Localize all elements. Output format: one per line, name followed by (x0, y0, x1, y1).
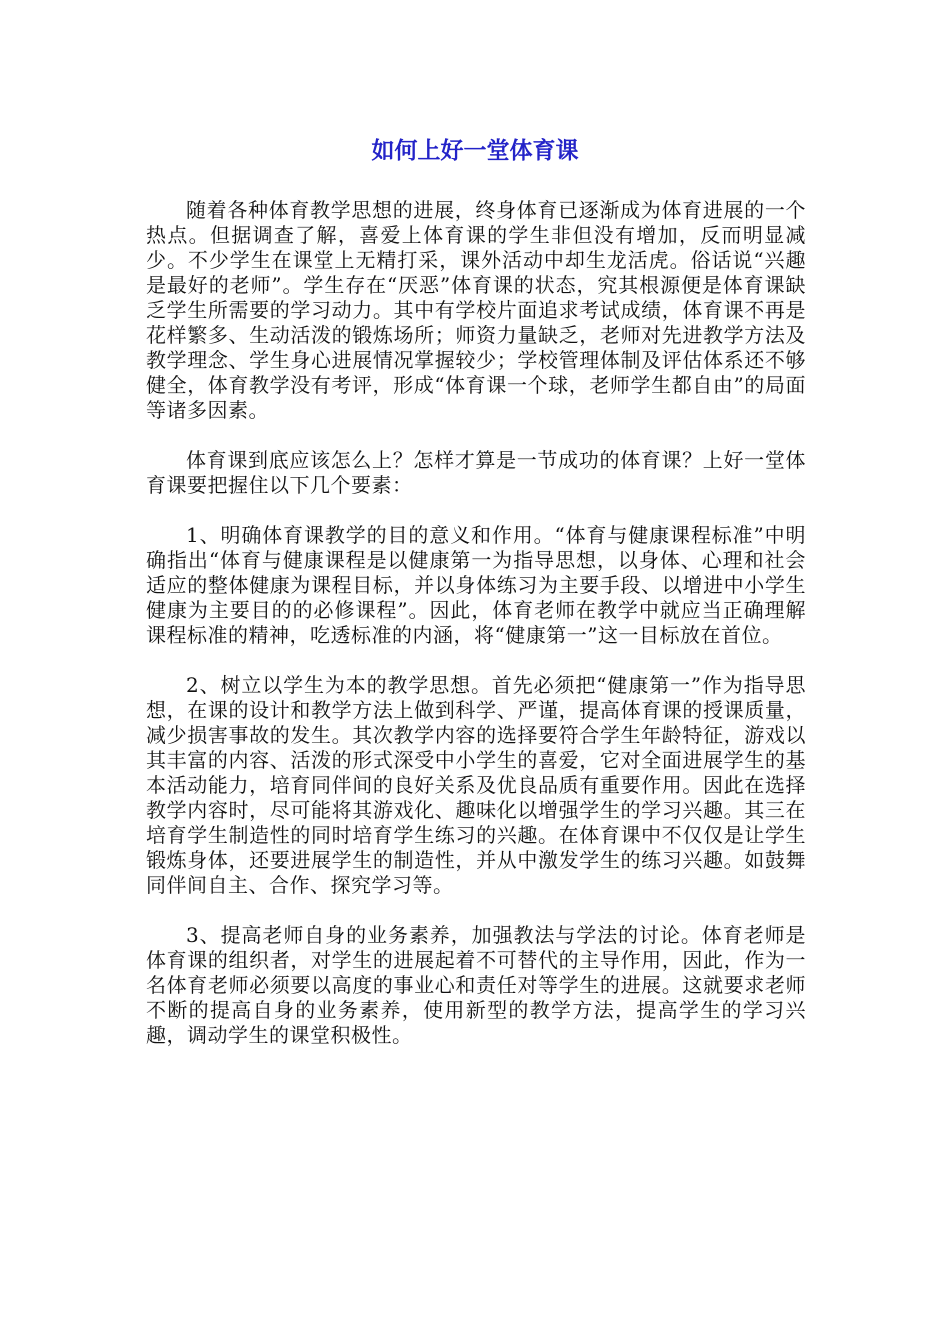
paragraph-point-2: 2、树立以学生为本的教学思想。首先必须把“健康第一”作为指导思想，在课的设计和教学方法上做到科学、严谨，提高体育课的授课质量，减少损害事故的发生。其次教学内容的选择要符合学生年龄特征，游戏以其丰富的内容、活泼的形式深受中小学生的喜爱，它对全面进展学生的基本活动能力，培育同伴间的良好关系及优良品质有重要作用。因此在选择教学内容时，尽可能将其游戏化、趣味化以增强学生的学习兴趣。其三在培育学生制造性的同时培育学生练习的兴趣。在体育课中不仅仅是让学生锻炼身体，还要进展学生的制造性，并从中激发学生的练习兴趣。如鼓舞同伴间自主、合作、探究学习等。 (146, 673, 806, 897)
paragraph-question: 体育课到底应该怎么上？怎样才算是一节成功的体育课？上好一堂体育课要把握住以下几个要素： (146, 448, 806, 497)
document-title: 如何上好一堂体育课 (371, 138, 579, 164)
document-body (146, 198, 806, 1073)
paragraph-point-3: 3、提高老师自身的业务素养，加强教法与学法的讨论。体育老师是体育课的组织者，对学生的进展起着不可替代的主导作用，因此，作为一名体育老师必须要以高度的事业心和责任对等学生的进展。这就要求老师不断的提高自身的业务素养，使用新型的教学方法，提高学生的学习兴趣，调动学生的课堂积极性。 (146, 923, 806, 1047)
paragraph-intro: 随着各种体育教学思想的进展，终身体育已逐渐成为体育进展的一个热点。但据调查了解，喜爱上体育课的学生非但没有增加，反而明显减少。不少学生在课堂上无精打采，课外活动中却生龙活虎。俗话说“兴趣是最好的老师”。学生存在“厌恶”体育课的状态，究其根源便是体育课缺乏学生所需要的学习动力。其中有学校片面追求考试成绩，体育课不再是花样繁多、生动活泼的锻炼场所；师资力量缺乏，老师对先进教学方法及教学理念、学生身心进展情况掌握较少；学校管理体制及评估体系还不够健全，体育教学没有考评，形成“体育课一个球，老师学生都自由”的局面等诸多因素。 (146, 198, 806, 422)
paragraph-point-1: 1、明确体育课教学的目的意义和作用。“体育与健康课程标准”中明确指出“体育与健康课程是以健康第一为指导思想，以身体、心理和社会适应的整体健康为课程目标，并以身体练习为主要手段、以增进中小学生健康为主要目的的必修课程”。因此，体育老师在教学中就应当正确理解课程标准的精神，吃透标准的内涵，将“健康第一”这一目标放在首位。 (146, 523, 806, 647)
